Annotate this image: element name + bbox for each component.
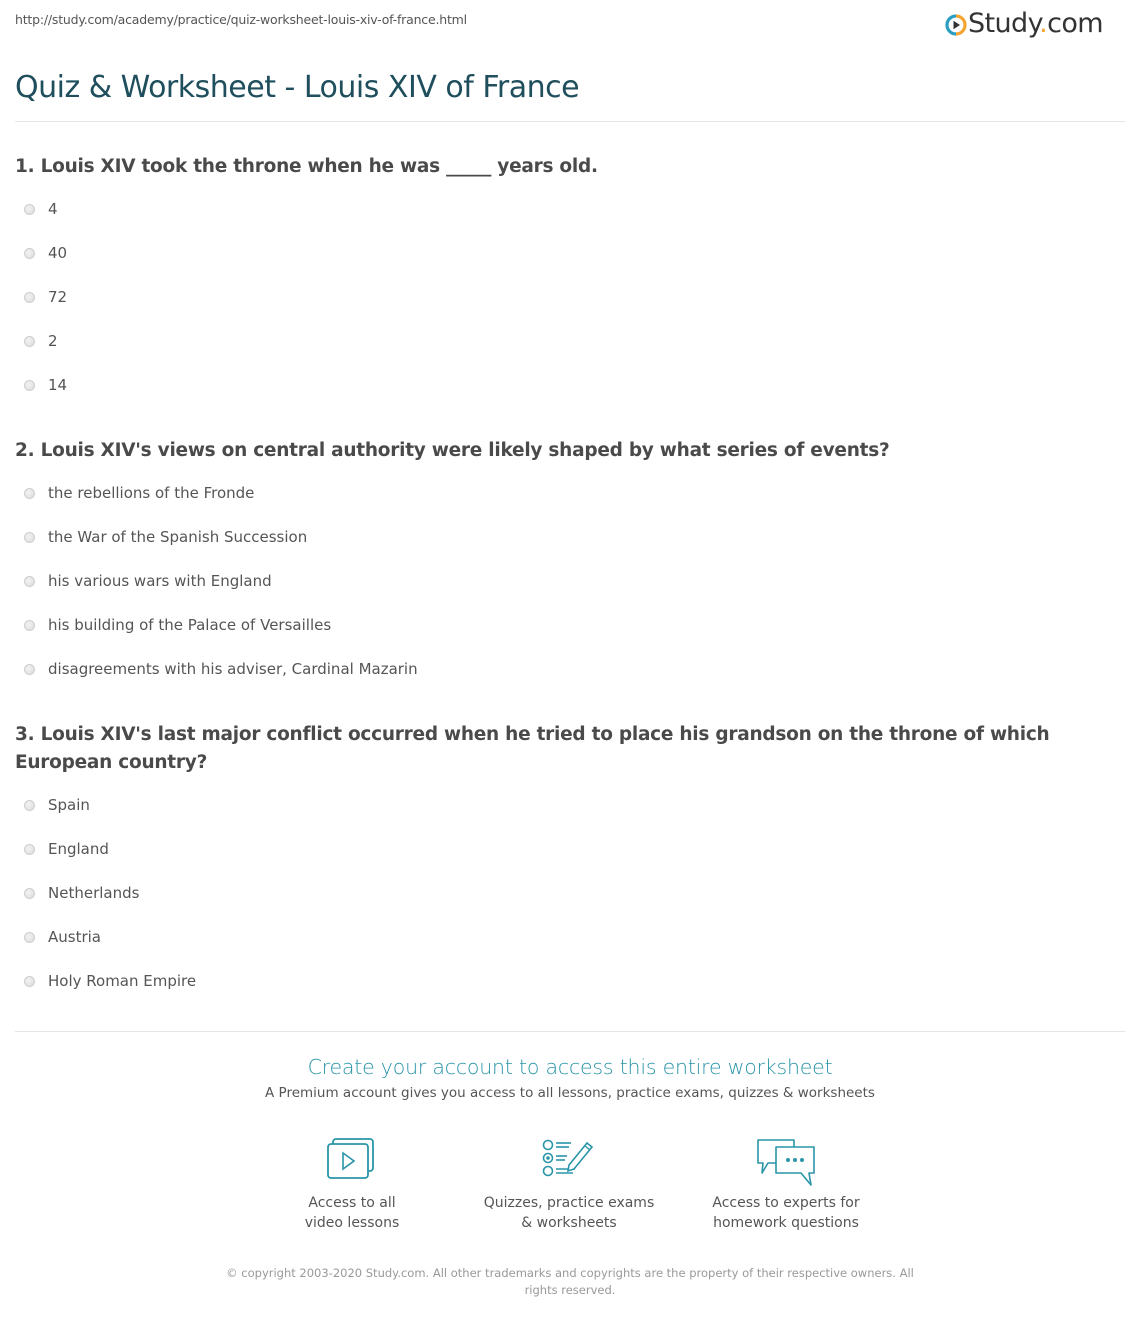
- option-label: his building of the Palace of Versailles: [48, 616, 332, 634]
- radio-button[interactable]: [24, 976, 35, 987]
- radio-button[interactable]: [24, 620, 35, 631]
- feature-experts: [686, 1137, 886, 1233]
- logo-wordmark: Study.com: [968, 8, 1103, 39]
- option-label: disagreements with his adviser, Cardinal Mazarin: [48, 660, 418, 678]
- option-label: England: [48, 840, 109, 858]
- answer-option[interactable]: [24, 884, 139, 902]
- answer-option[interactable]: [24, 840, 109, 858]
- divider: [15, 121, 1125, 122]
- feature-label: Access to experts for: [712, 1195, 860, 1211]
- copyright-notice: © copyright 2003-2020 Study.com. All other trademarks and copyrights are the property of their respective owners. All rights reserved.: [226, 1266, 914, 1297]
- answer-option[interactable]: [24, 376, 67, 394]
- radio-button[interactable]: [24, 664, 35, 675]
- feature-label: & worksheets: [521, 1215, 617, 1231]
- chat-bubbles-icon: [754, 1137, 818, 1187]
- option-label: the rebellions of the Fronde: [48, 484, 255, 502]
- feature-label: homework questions: [713, 1215, 859, 1231]
- radio-button[interactable]: [24, 204, 35, 215]
- radio-button[interactable]: [24, 844, 35, 855]
- answer-option[interactable]: [24, 972, 196, 990]
- create-account-link[interactable]: Create your account to access this entire worksheet: [307, 1055, 833, 1079]
- radio-button[interactable]: [24, 248, 35, 259]
- answer-option[interactable]: [24, 928, 101, 946]
- option-label: 2: [48, 332, 58, 350]
- feature-label: video lessons: [304, 1215, 400, 1231]
- radio-button[interactable]: [24, 932, 35, 943]
- page-url: http://study.com/academy/practice/quiz-worksheet-louis-xiv-of-france.html: [15, 12, 467, 27]
- quiz-checklist-icon: [541, 1137, 597, 1181]
- radio-button[interactable]: [24, 380, 35, 391]
- premium-description: A Premium account gives you access to all lessons, practice exams, quizzes & worksheets: [265, 1085, 875, 1101]
- option-label: the War of the Spanish Succession: [48, 528, 308, 546]
- play-logo-icon: [945, 14, 965, 34]
- answer-option[interactable]: [24, 332, 58, 350]
- radio-button[interactable]: [24, 576, 35, 587]
- video-lessons-icon: [326, 1137, 378, 1181]
- option-label: Austria: [48, 928, 101, 946]
- page-title: Quiz & Worksheet - Louis XIV of France: [15, 70, 580, 105]
- radio-button[interactable]: [24, 532, 35, 543]
- question-1: 1. Louis XIV took the throne when he was _____ years old.: [15, 156, 598, 177]
- option-label: 72: [48, 288, 68, 306]
- question-3: 3. Louis XIV's last major conflict occurred when he tried to place his grandson on the throne of which European country?: [15, 724, 1050, 773]
- feature-quizzes: [469, 1137, 669, 1233]
- answer-option[interactable]: [24, 484, 254, 502]
- answer-option[interactable]: [24, 288, 67, 306]
- question-2: 2. Louis XIV's views on central authority were likely shaped by what series of events?: [15, 440, 890, 461]
- option-label: Spain: [48, 796, 90, 814]
- study-logo[interactable]: [945, 8, 1103, 40]
- answer-option[interactable]: [24, 660, 418, 678]
- option-label: his various wars with England: [48, 572, 272, 590]
- answer-option[interactable]: [24, 616, 331, 634]
- radio-button[interactable]: [24, 488, 35, 499]
- option-label: Netherlands: [48, 884, 140, 902]
- feature-label: Quizzes, practice exams: [483, 1195, 655, 1211]
- option-label: 14: [48, 376, 68, 394]
- answer-option[interactable]: [24, 528, 307, 546]
- radio-button[interactable]: [24, 336, 35, 347]
- answer-option[interactable]: [24, 572, 272, 590]
- divider: [15, 1031, 1125, 1032]
- feature-label: Access to all: [308, 1195, 396, 1211]
- option-label: 40: [48, 244, 68, 262]
- option-label: 4: [48, 200, 58, 218]
- answer-option[interactable]: [24, 200, 58, 218]
- feature-video-lessons: [252, 1137, 452, 1233]
- radio-button[interactable]: [24, 888, 35, 899]
- radio-button[interactable]: [24, 800, 35, 811]
- answer-option[interactable]: [24, 244, 67, 262]
- answer-option[interactable]: [24, 796, 90, 814]
- radio-button[interactable]: [24, 292, 35, 303]
- option-label: Holy Roman Empire: [48, 972, 197, 990]
